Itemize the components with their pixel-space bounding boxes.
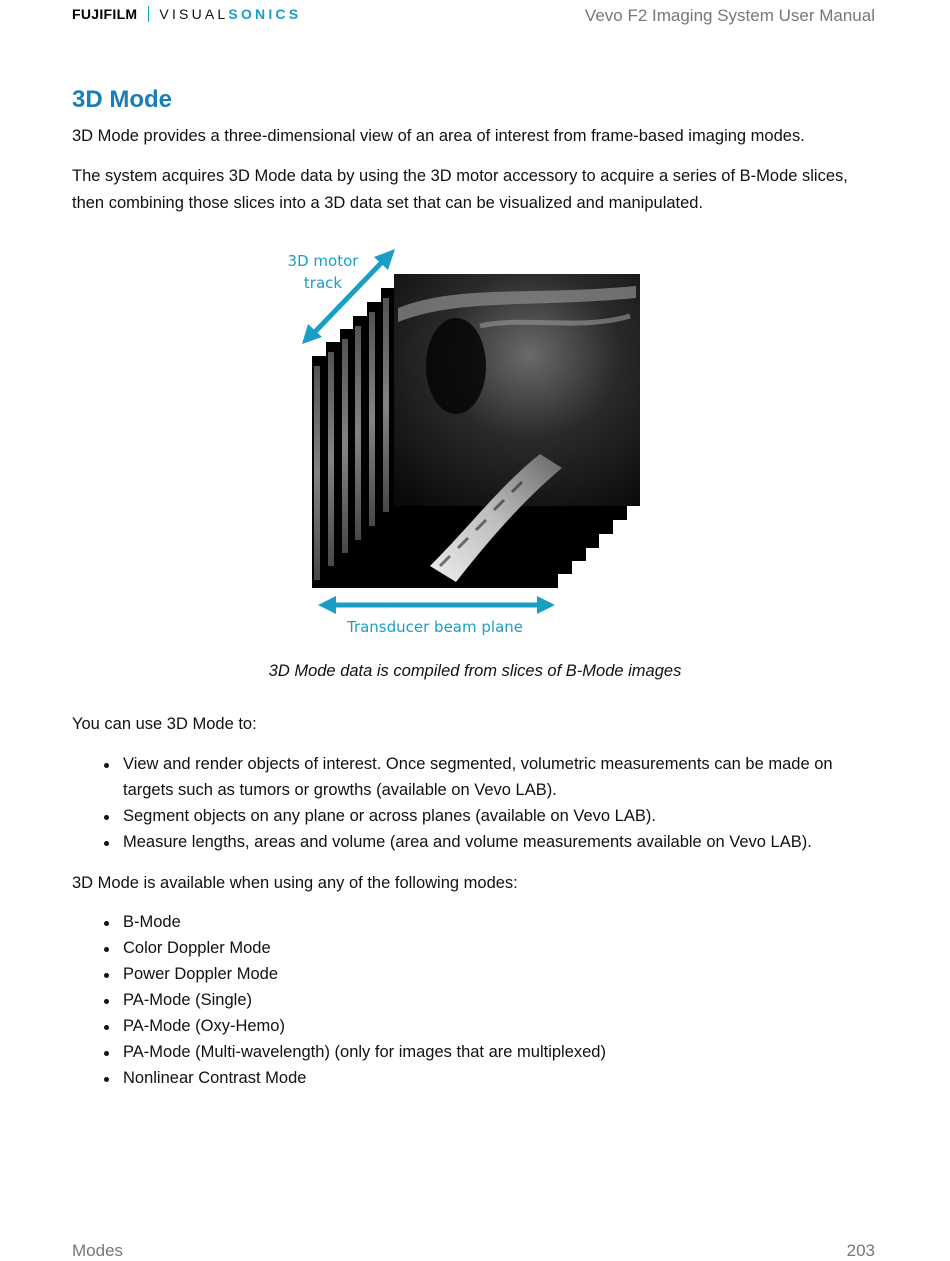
beam-plane-arrow — [318, 596, 555, 614]
b-mode-slices-illustration — [280, 236, 680, 656]
logo-visual: VISUAL — [159, 6, 229, 22]
intro-paragraph: 3D Mode provides a three-dimensional view of an area of interest from frame-based imaging modes. — [72, 127, 805, 145]
beam-plane-label: Transducer beam plane — [346, 618, 523, 636]
description-paragraph: The system acquires 3D Mode data by using the 3D motor accessory to acquire a series of B-Mode slices, then combining those slices into a 3D data set that can be visualized and manipulated. — [72, 167, 848, 212]
list-item: B-Mode — [72, 909, 872, 935]
modes-lead: 3D Mode is available when using any of the following modes: — [72, 874, 518, 892]
slice-edge — [369, 312, 375, 526]
list-item: View and render objects of interest. Once segmented, volumetric measurements can be made on targets such as tumors or growths (available on Vevo LAB). — [72, 751, 872, 803]
slice-edge — [383, 298, 389, 512]
list-item: Power Doppler Mode — [72, 961, 872, 987]
slice-edge — [355, 326, 361, 540]
list-item: PA-Mode (Oxy-Hemo) — [72, 1013, 872, 1039]
section-title: 3D Mode — [72, 86, 173, 113]
logo-fujifilm: FUJIFILM — [72, 6, 138, 22]
list-item: PA-Mode (Multi-wavelength) (only for images that are multiplexed) — [72, 1039, 872, 1065]
slice-edge — [328, 352, 334, 566]
uses-list — [72, 751, 872, 855]
slice-edge — [342, 339, 348, 553]
list-item: Color Doppler Mode — [72, 935, 872, 961]
list-item: Nonlinear Contrast Mode — [72, 1065, 872, 1091]
brand-logo — [72, 4, 301, 24]
logo-sonics: SONICS — [228, 6, 302, 22]
logo-divider — [148, 6, 149, 22]
list-item: Measure lengths, areas and volume (area and volume measurements available on Vevo LAB). — [72, 829, 872, 855]
list-item: PA-Mode (Single) — [72, 987, 872, 1013]
list-item: Segment objects on any plane or across planes (available on Vevo LAB). — [72, 803, 872, 829]
slice-edge — [314, 366, 320, 580]
3d-mode-figure — [280, 236, 680, 656]
motor-track-label: 3D motor track — [287, 252, 359, 292]
page-number: 203 — [846, 1241, 875, 1260]
uses-lead: You can use 3D Mode to: — [72, 715, 257, 733]
document-header-title: Vevo F2 Imaging System User Manual — [584, 6, 875, 25]
figure-caption: 3D Mode data is compiled from slices of B-Mode images — [268, 662, 682, 680]
modes-list — [72, 909, 872, 1091]
stacked-slices — [312, 274, 640, 588]
footer-section-name: Modes — [72, 1241, 124, 1260]
